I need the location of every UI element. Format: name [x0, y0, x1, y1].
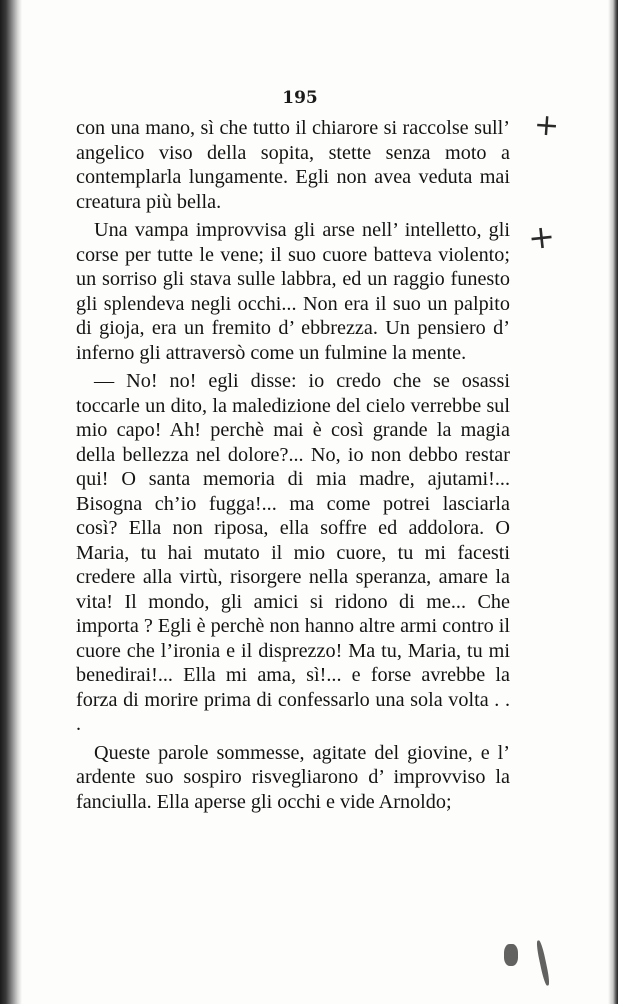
paragraph-3: — No! no! egli disse: io credo che se osassi toccarle un dito, la maledizione del cielo verrebbe sul mio capo! Ah! perchè mai è così grande la magia della bellezza nel dolore?... No, io non debbo restar qui! O santa memoria di mia madre, ajutami!... Bisogna ch’io fugga!... ma come potrei lasciarla così? Ella non riposa, ella soffre ed addolora. O Maria, tu hai mutato il mio cuore, tu mi facesti credere alla virtù, risorgere nella speranza, amare la vita! Il mondo, gli amici si ridono di me... Che importa ? Egli è perchè non hanno altre armi contro il cuore che l’ironia e il disprezzo! Ma tu, Maria, tu mi benedirai!... Ella mi ama, sì!... e forse avrebbe la forza di morire prima di confessarlo una sola volta . . . — [76, 370, 510, 735]
ink-smudge — [535, 940, 550, 986]
paragraph-2: Una vampa improvvisa gli arse nell’ intelletto, gli corse per tutte le vene; il suo cuore batteva violento; un sorriso gli stava sulle labbra, ed un raggio funesto gli splendeva negli occhi... Non era il suo un palpito di gioja, era un fremito d’ ebbrezza. Un pensiero d’ inferno gli attraversò come un fulmine la mente. — [76, 219, 510, 364]
ink-smudge — [504, 944, 518, 966]
body-text — [76, 116, 510, 818]
page-number: 195 — [282, 88, 318, 108]
margin-cross-mark: + — [532, 107, 561, 144]
margin-cross-mark: + — [526, 216, 557, 258]
paragraph-4: Queste parole sommesse, agitate del giovine, e l’ ardente suo sospiro risvegliarono d’ improvviso la fanciulla. Ella aperse gli occhi e vide Arnoldo; — [76, 741, 510, 813]
book-spine-shadow — [0, 0, 22, 1004]
paragraph-1: con una mano, sì che tutto il chiarore si raccolse sull’ angelico viso della sopita, stette senza moto a contemplarla lungamente. Egli non avea veduta mai creatura più bella. — [76, 117, 510, 213]
page-edge-shadow — [608, 0, 618, 1004]
